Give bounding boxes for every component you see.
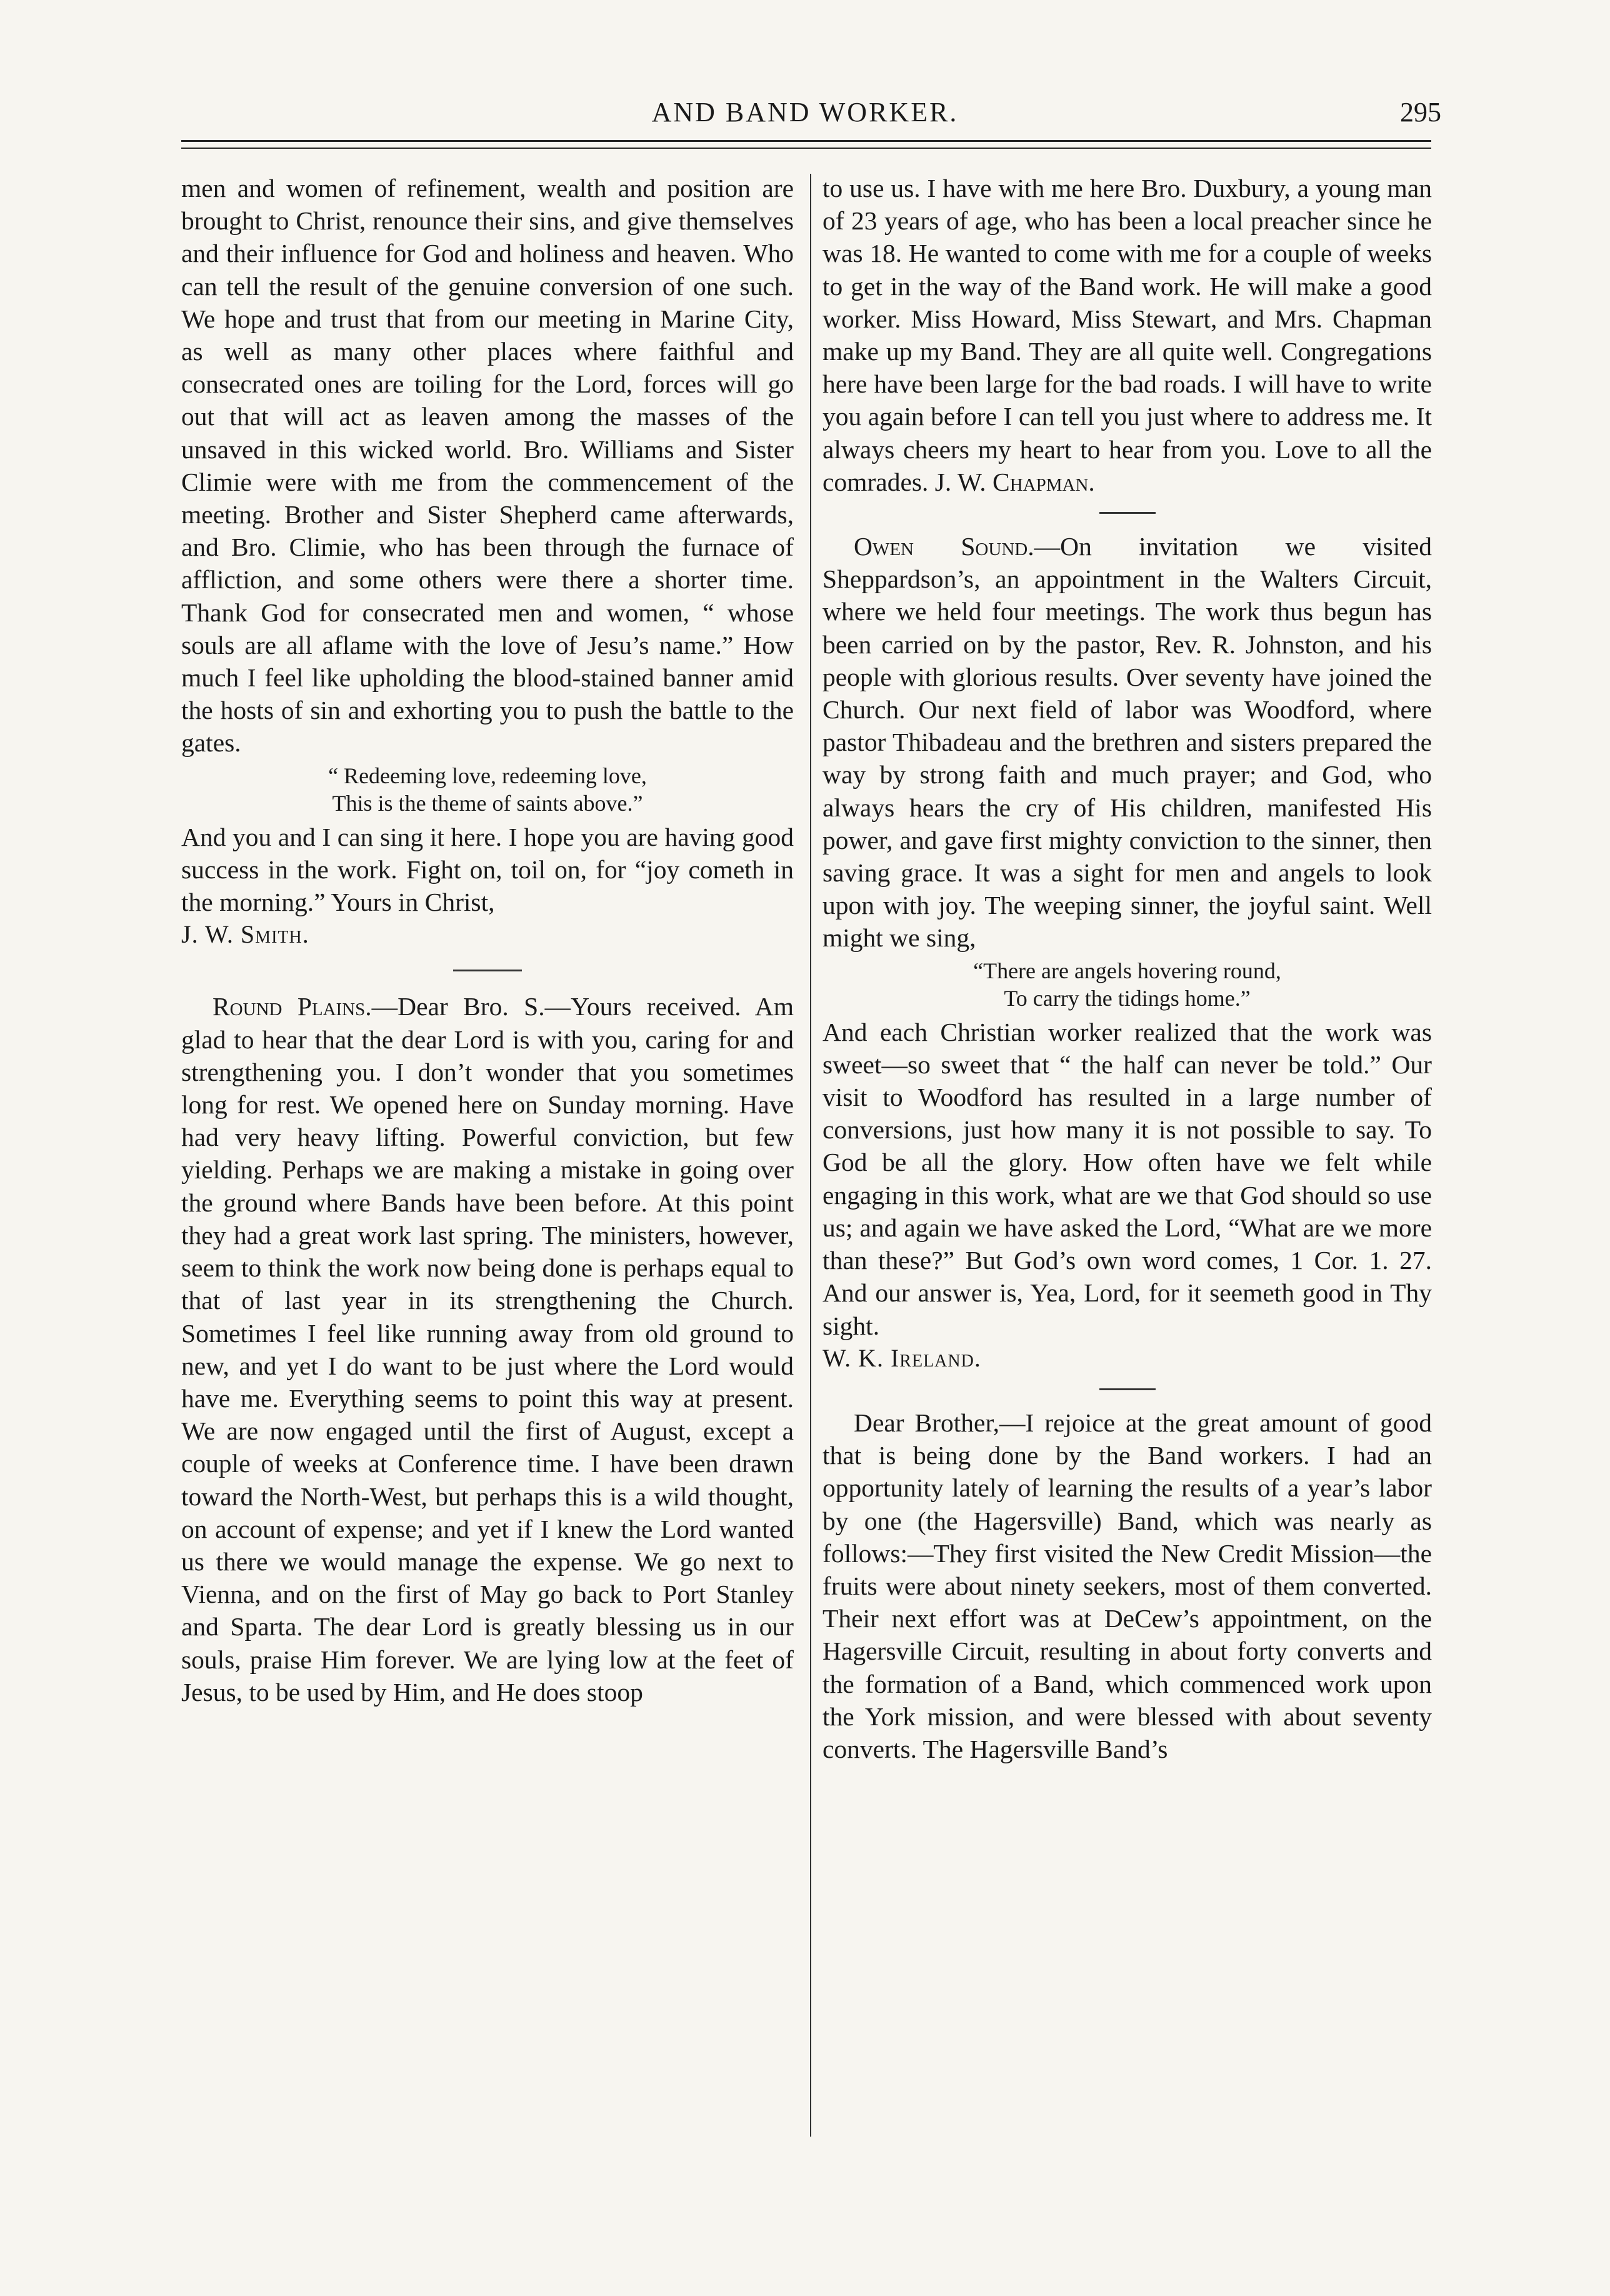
section-divider <box>1099 512 1156 514</box>
right-paragraph-3: And each Christian worker realized that the work was sweet—so sweet that “ the half can never be told.” Our visit to Woodford has resulted in a large number of conversions, just how many it is not possible to say. To God be all the glory. How often have we felt while engaging in this work, what are we that God should so use us; and again we have asked the Lord, “What are we more than these?” But God’s own word comes, 1 Cor. 1. 27. And our answer is, Yea, Lord, for it seemeth good in Thy sight. <box>822 1017 1432 1340</box>
section-divider <box>453 970 522 971</box>
signature-chapman: J. W. Chapman. <box>934 467 1095 496</box>
poem-line: This is the theme of saints above.” <box>332 790 643 816</box>
section-heading-owen-sound: Owen Sound. <box>854 532 1034 561</box>
section-heading-round-plains: Round Plains. <box>212 992 372 1021</box>
poem-line: “ Redeeming love, redeeming love, <box>328 763 647 788</box>
left-column <box>181 172 794 1708</box>
left-paragraph-1: men and women of refinement, wealth and position are brought to Christ, renounce their sins, and give themselves and their influence for God and holiness and heaven. Who can tell the result of the genuine conversion of one such. We hope and trust that from our meeting in Marine City, as well as many other places where faithful and consecrated ones are toiling for the Lord, forces will go out that will act as leaven among the masses of the unsaved in this wicked world. Bro. Williams and Sister Climie were with me from the commencement of the meeting. Brother and Sister Shepherd came afterwards, and Bro. Climie, who has been through the furnace of affliction, and some others were there a shorter time. Thank God for consecrated men and women, “ whose souls are all aflame with the love of Jesu’s name.” How much I feel like upholding the blood-stained banner amid the hosts of sin and exhorting you to push the battle to the gates. <box>181 174 794 758</box>
right-paragraph-1: to use us. I have with me here Bro. Duxbury, a young man of 23 years of age, who has been a local preacher since he was 18. He wanted to come with me for a couple of weeks to get in the way of the Band work. He will make a good worker. Miss Howard, Miss Stewart, and Mrs. Chapman make up my Band. They are all quite well. Congregations here have been large for the bad roads. I will have to write you again before I can tell you just where to address me. It always cheers my heart to hear from you. Love to all the comrades. <box>822 174 1432 496</box>
running-title: AND BAND WORKER. <box>651 97 959 128</box>
section-divider <box>1099 1388 1156 1390</box>
poem-line: “There are angels hovering round, <box>973 958 1281 983</box>
owen-sound-text: —On invitation we visited Sheppardson’s, an appointment in the Walters Circuit, where we held four meetings. The work thus begun has been carried on by the pastor, Rev. R. Johnston, and his people with glorious results. Over seventy have joined the Church. Our next field of labor was Woodford, where pastor Thibadeau and the brethren and sisters prepared the way by strong faith and much prayer; and God, who always hears the cry of His children, manifested His power, and gave first mighty conviction to the sinner, then saving grace. It was a sight for men and angels to look upon with joy. The weeping sinner, the joyful saint. Well might we sing, <box>822 532 1432 953</box>
round-plains-text: —Dear Bro. S.—Yours received. Am glad to hear that the dear Lord is with you, caring for and strengthening you. I don’t wonder that you sometimes long for rest. We opened here on Sunday morning. Have had very heavy lifting. Powerful conviction, but few yielding. Perhaps we are making a mistake in going over the ground where Bands have been before. At this point they had a great work last spring. The ministers, however, seem to think the work now being done is perhaps equal to that of last year in its strengthening the Church. Sometimes I feel like running away from old ground to new, and yet I do want to be just where the Lord would have me. Everything seems to point this way at present. We are now engaged until the first of August, except a couple of weeks at Conference time. I have been drawn toward the North-West, but perhaps this is a wild thought, on account of expense; and yet if I knew the Lord wanted us there we would manage the expense. We go next to Vienna, and on the first of May go back to Port Stanley and Sparta. The dear Lord is greatly blessing us in our souls, praise Him forever. We are lying low at the feet of Jesus, to be used by Him, and He does stoop <box>181 992 794 1707</box>
page-number: 295 <box>1400 97 1441 128</box>
owen-sound-letter <box>822 530 1432 955</box>
signature-ireland: W. K. Ireland. <box>822 1343 981 1372</box>
column-divider <box>810 174 811 2137</box>
signature-smith: J. W. Smith. <box>181 920 309 949</box>
header-rule-thin <box>181 148 1431 149</box>
poem-redeeming-love <box>181 762 794 817</box>
header-rule-thick <box>181 140 1431 142</box>
poem-line: To carry the tidings home.” <box>1004 985 1251 1011</box>
poem-angels <box>822 957 1432 1012</box>
round-plains-letter <box>181 990 794 1708</box>
right-column <box>822 172 1432 1765</box>
right-paragraph-4: Dear Brother,—I rejoice at the great amount of good that is being done by the Band workers. I had an opportunity lately of learning the results of a year’s labor by one (the Hagersville) Band, which was nearly as follows:—They first visited the New Credit Mission—the fruits were about ninety seekers, most of them converted. Their next effort was at DeCew’s appointment, on the Hagersville Circuit, resulting in about forty converts and the formation of a Band, which commenced work upon the York mission, and were blessed with about seventy converts. The Hagersville Band’s <box>822 1408 1432 1763</box>
page-header <box>0 94 1610 131</box>
left-paragraph-2: And you and I can sing it here. I hope you are having good success in the work. Fight on, toil on, for “joy cometh in the morning.” Yours in Christ, <box>181 822 794 917</box>
chapman-letter-continued <box>822 172 1432 498</box>
